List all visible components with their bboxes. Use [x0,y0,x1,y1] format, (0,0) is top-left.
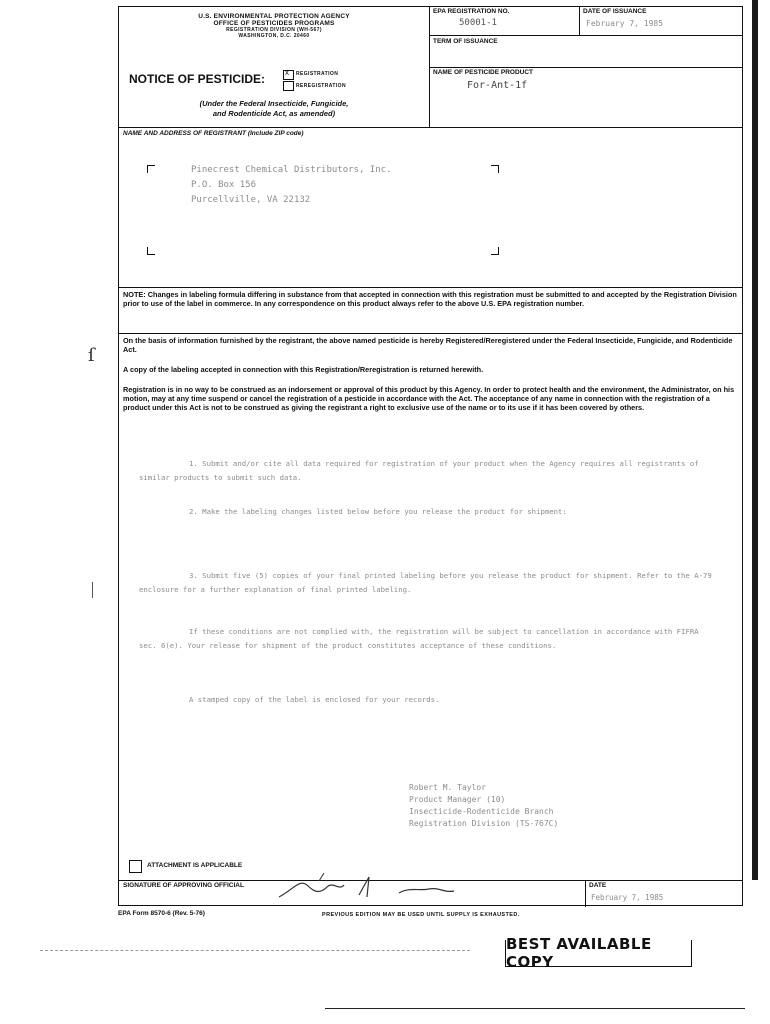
act-subtitle [119,99,429,119]
best-available-copy-stamp: BEST AVAILABLE COPY [505,940,692,967]
notice-title: NOTICE OF PESTICIDE: [129,72,266,86]
margin-mark: ſ [88,345,95,366]
margin-mark-2 [92,582,93,598]
address-corner-tl [147,165,155,173]
date-label: DATE [589,882,607,889]
previous-edition-note: PREVIOUS EDITION MAY BE USED UNTIL SUPPLY IS EXHAUSTED. [322,912,520,918]
subtitle-line-2: and Rodenticide Act, as amended) [212,109,336,118]
check-mark-icon: x [285,68,289,77]
condition-3: 3. Submit five (5) copies of your final printed labeling before you release the product for shipment. Refer to the A-79 enclosure for a further explanation of final printed labeling. [139,571,712,594]
registrant-address [191,163,391,208]
epa-reg-value: 50001-1 [459,18,497,28]
agency-name: U.S. ENVIRONMENTAL PROTECTION AGENCY [198,13,350,20]
registrant-line-1: Pinecrest Chemical Distributors, Inc. [191,165,392,175]
labeling-note: NOTE: Changes in labeling formula differing in substance from that accepted in connection with this registration must be submitted to and accepted by the Registration Division prior to use of the label in commerce. In any correspondence on this product always refer to the above U.S. EPA registration number. [123,290,737,308]
date-issuance-value: February 7, 1985 [586,19,664,28]
attachment-label: ATTACHMENT IS APPLICABLE [147,862,243,869]
reregistration-checkbox[interactable] [283,81,294,91]
division-name: REGISTRATION DIVISION (WH-567) [226,27,322,33]
form-number: EPA Form 8570-6 (Rev. 5-76) [118,910,205,917]
address-corner-tr [491,165,499,173]
scan-noise-line [40,950,470,951]
product-name-label: NAME OF PESTICIDE PRODUCT [433,69,534,76]
signatory-title: Product Manager (10) [409,795,506,804]
epa-reg-label: EPA REGISTRATION NO. [433,8,510,15]
handwritten-signature [269,867,479,905]
product-name-value: For-Ant-1f [467,80,528,91]
registrant-label: NAME AND ADDRESS OF REGISTRANT (Include ZIP code) [123,130,304,137]
notice-of-pesticide-form [118,6,743,906]
office-name: OFFICE OF PESTICIDES PROGRAMS [213,20,335,27]
signature-block [409,782,558,830]
reregistration-option-label: REREGISTRATION [296,83,346,89]
agency-address: WASHINGTON, D.C. 20460 [238,33,310,39]
date-issuance-label: DATE OF ISSUANCE [583,8,647,15]
address-corner-br [491,247,499,255]
registrant-line-2: P.O. Box 156 [191,180,257,190]
signature-label: SIGNATURE OF APPROVING OFFICIAL [123,882,244,889]
condition-1: 1. Submit and/or cite all data required for registration of your product when the Agency requires all registrants of similar products to submit such data. [139,459,699,482]
registration-checkbox[interactable] [283,70,294,80]
bottom-rule [325,1008,745,1009]
address-corner-bl [147,247,155,255]
date-value: February 7, 1985 [591,893,664,902]
registration-paragraph-2: A copy of the labeling accepted in connection with this Registration/Reregistration is returned herewith. [123,365,484,374]
registration-paragraph-1: On the basis of information furnished by the registrant, the above named pesticide is hereby Registered/Reregistered under the Federal Insecticide, Fungicide, and Rodenticide Act. [123,336,733,354]
signatory-division: Registration Division (TS-767C) [409,819,559,828]
registration-option-label: REGISTRATION [296,71,339,77]
agency-header [119,13,429,39]
condition-4: If these conditions are not complied with, the registration will be subject to cancellation in accordance with FIFRA sec. 6(e). Your release for shipment of the product constitutes acceptance of these conditions. [139,627,699,650]
condition-2: 2. Make the labeling changes listed below before you release the product for shipment: [189,507,567,516]
signatory-name: Robert M. Taylor [409,783,487,792]
subtitle-line-1: (Under the Federal Insecticide, Fungicide, [199,99,349,108]
attachment-checkbox[interactable] [129,860,142,873]
registrant-line-3: Purcellville, VA 22132 [191,195,311,205]
signatory-branch: Insecticide-Rodenticide Branch [409,807,554,816]
condition-5: A stamped copy of the label is enclosed for your records. [189,695,440,704]
scan-edge-bar [752,0,758,880]
term-of-issuance-label: TERM OF ISSUANCE [433,38,498,45]
registration-paragraph-3: Registration is in no way to be construed as an indorsement or approval of this product by this Agency. In order to protect health and the environment, the Administrator, on his motion, may at any time suspend or cancel the registration of a pesticide in accordance with the Act. The acceptance of any name in connection with the registration of a product under this Act is not to be construed as giving the registrant a right to exclusive use of the name or to its use if it has been covered by others. [123,385,735,412]
